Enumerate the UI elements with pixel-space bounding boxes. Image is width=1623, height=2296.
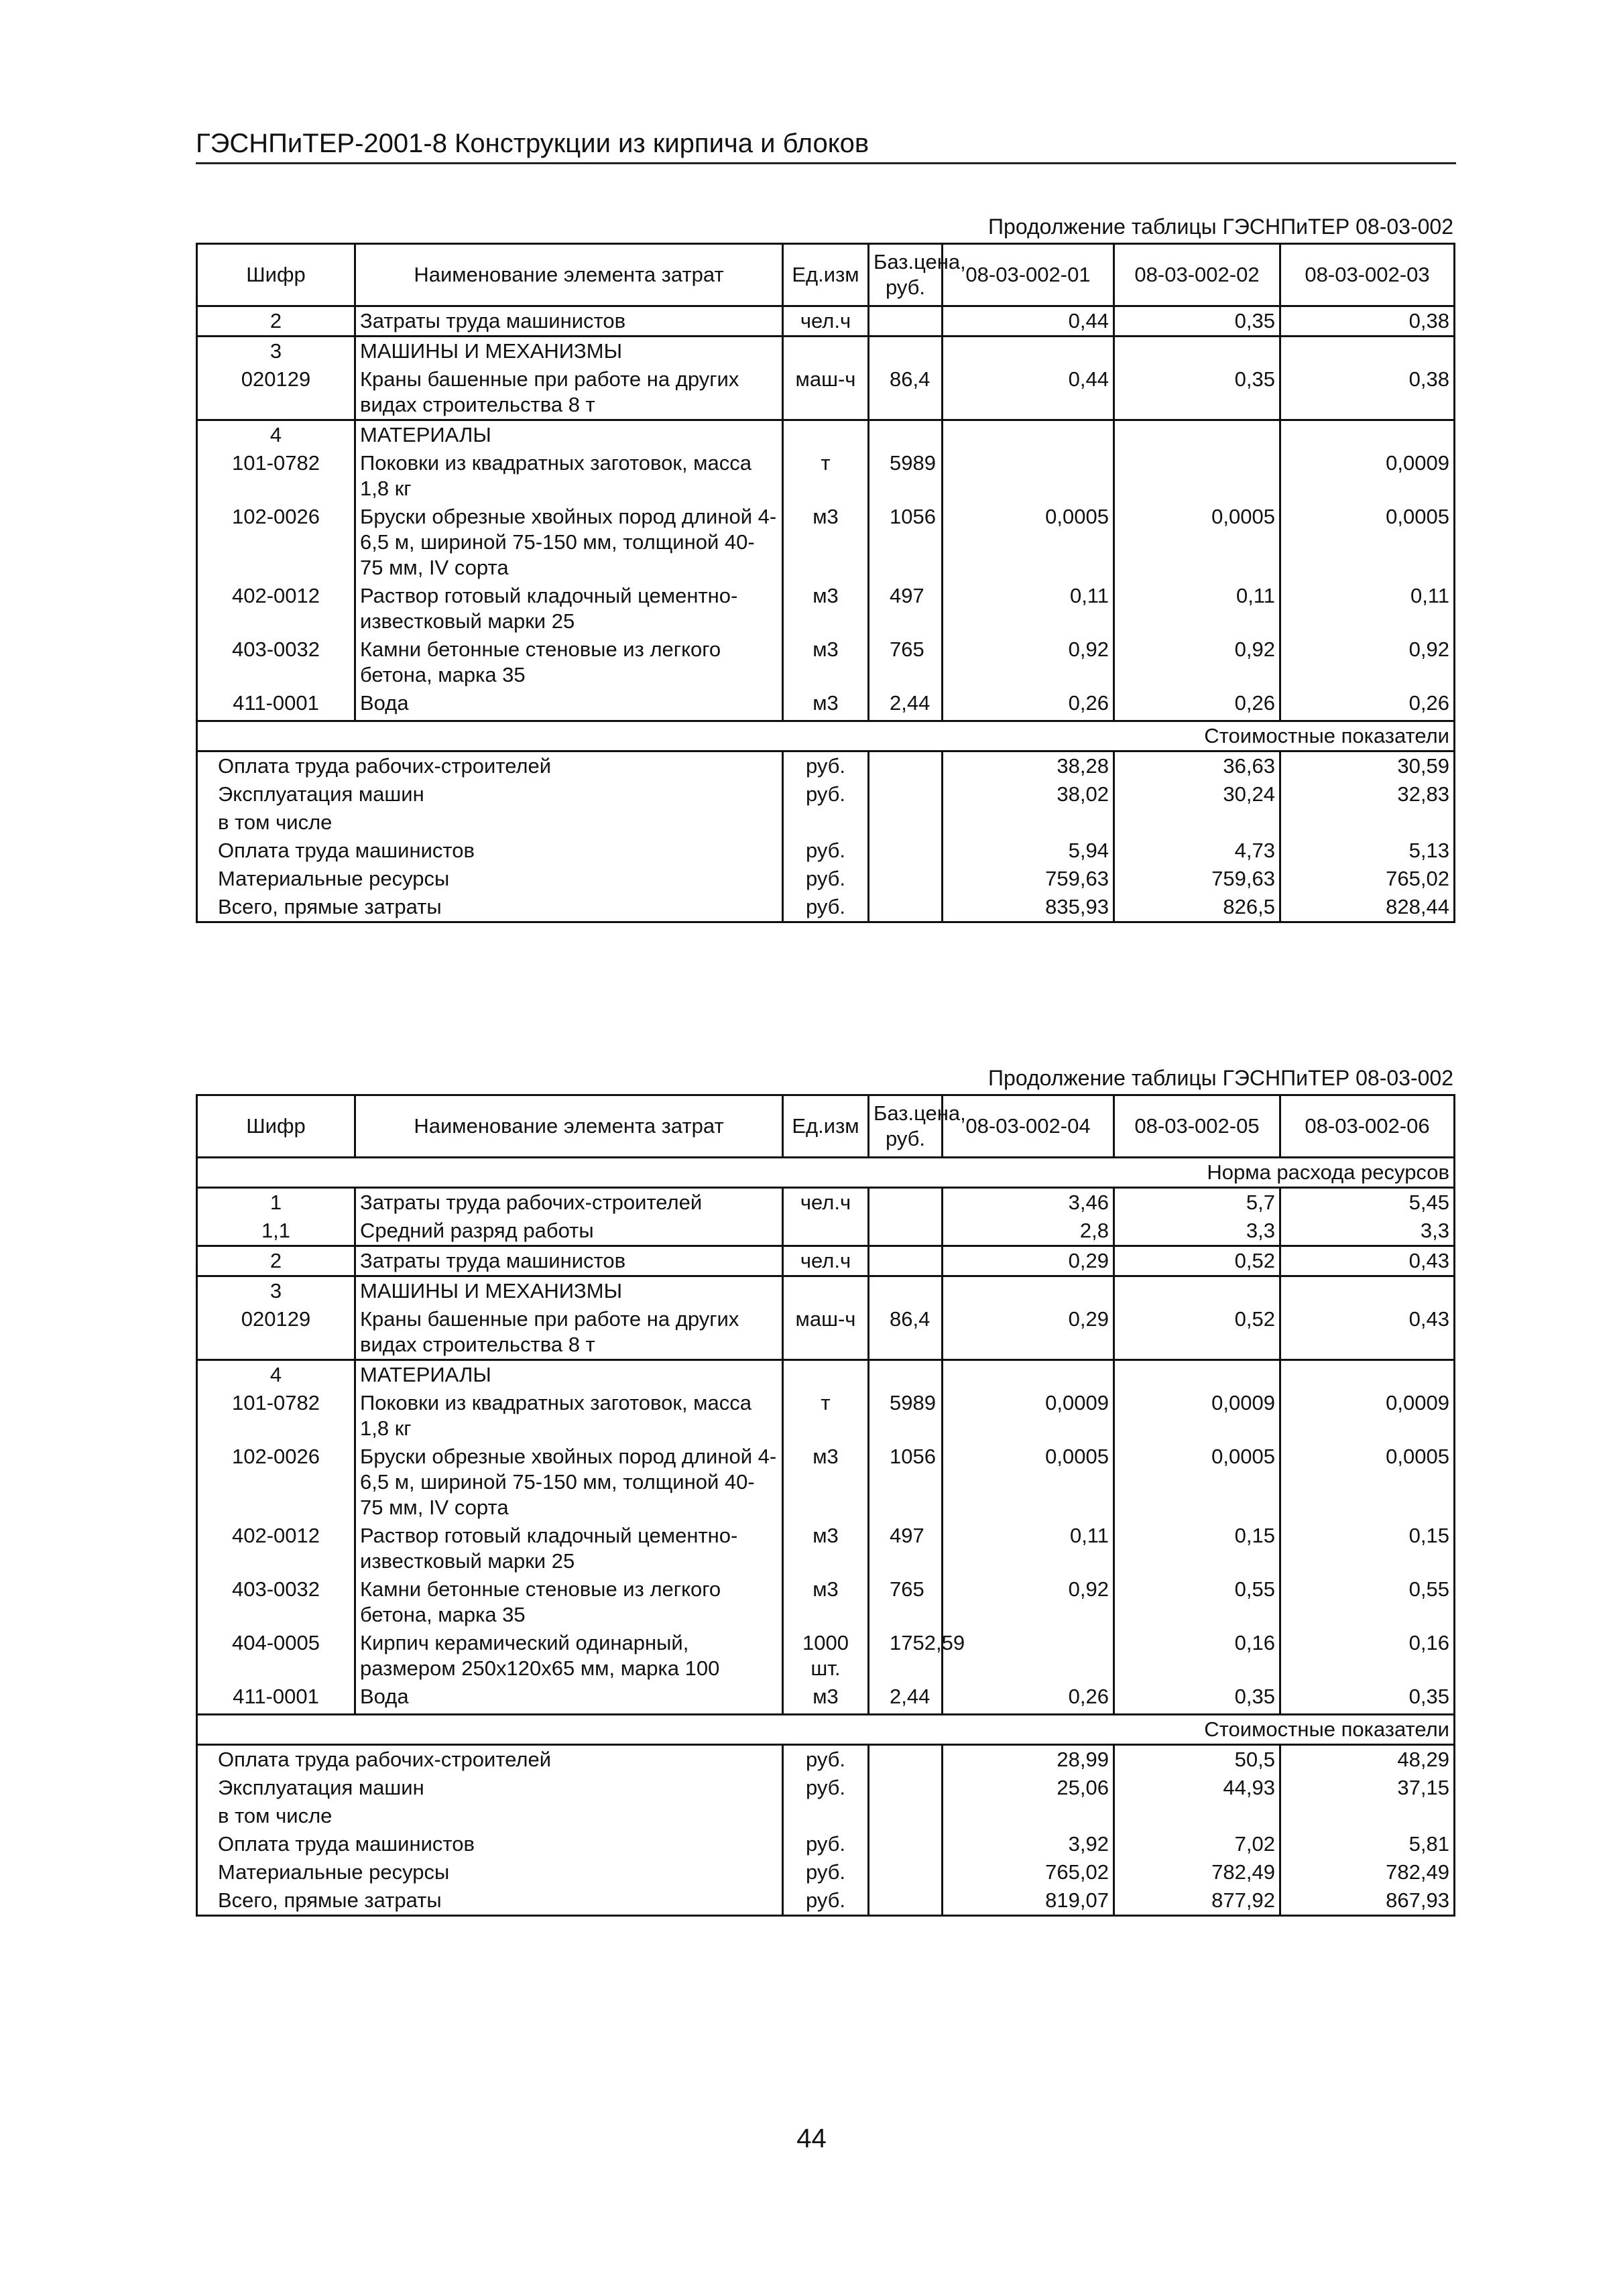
- header-code: Шифр: [197, 1095, 355, 1158]
- row-value-2: 0,26: [1114, 689, 1280, 717]
- row-value-2: [1114, 1276, 1280, 1306]
- table-row: [197, 636, 1455, 689]
- row-name: МАТЕРИАЛЫ: [355, 420, 783, 450]
- cost-unit: руб.: [783, 1745, 869, 1774]
- row-value-2: [1114, 337, 1280, 366]
- row-unit: т: [783, 1389, 869, 1443]
- row-price: 765: [869, 636, 943, 689]
- cost-band-label: Стоимостные показатели: [197, 1715, 1455, 1745]
- row-value-3: 0,0009: [1280, 449, 1455, 503]
- row-name: Поковки из квадратных заготовок, масса 1,8 кг: [355, 1389, 783, 1443]
- row-price: 765: [869, 1575, 943, 1629]
- cost-price-empty: [869, 865, 943, 893]
- row-value-3: 0,16: [1280, 1629, 1455, 1683]
- cost-unit: руб.: [783, 865, 869, 893]
- row-value-2: 0,0005: [1114, 503, 1280, 582]
- cost-value-1: 765,02: [943, 1858, 1114, 1886]
- table-row: [197, 1389, 1455, 1443]
- row-value-3: 0,35: [1280, 1683, 1455, 1711]
- row-value-3: 0,15: [1280, 1522, 1455, 1575]
- cost-value-1: 835,93: [943, 893, 1114, 922]
- row-name: Раствор готовый кладочный цементно-известковый марки 25: [355, 582, 783, 636]
- row-value-2: 0,15: [1114, 1522, 1280, 1575]
- cost-unit: руб.: [783, 780, 869, 808]
- cost-value-2: 30,24: [1114, 780, 1280, 808]
- cost-value-3: 5,13: [1280, 837, 1455, 865]
- row-name: Кирпич керамический одинарный, размером 250х120х65 мм, марка 100: [355, 1629, 783, 1683]
- table-row: [197, 1360, 1455, 1390]
- row-unit: м3: [783, 582, 869, 636]
- row-price: [869, 1188, 943, 1217]
- estimate-table-2: [196, 1094, 1455, 1917]
- row-value-3: 0,26: [1280, 689, 1455, 717]
- cost-row: [197, 1774, 1455, 1802]
- row-name: Раствор готовый кладочный цементно-известковый марки 25: [355, 1522, 783, 1575]
- table-row: [197, 1683, 1455, 1711]
- row-name: Поковки из квадратных заготовок, масса 1,8 кг: [355, 449, 783, 503]
- row-value-1: 0,92: [943, 636, 1114, 689]
- row-unit: [783, 1217, 869, 1246]
- cost-name: Всего, прямые затраты: [197, 893, 783, 922]
- norm-band-row: [197, 1158, 1455, 1188]
- row-value-2: 0,16: [1114, 1629, 1280, 1683]
- cost-value-3: 48,29: [1280, 1745, 1455, 1774]
- row-value-2: 0,52: [1114, 1246, 1280, 1276]
- row-value-1: 0,26: [943, 1683, 1114, 1711]
- row-name: Затраты труда машинистов: [355, 1246, 783, 1276]
- row-code: 403-0032: [197, 1575, 355, 1629]
- row-value-2: [1114, 420, 1280, 450]
- row-name: Камни бетонные стеновые из легкого бетона, марка 35: [355, 636, 783, 689]
- row-value-1: [943, 420, 1114, 450]
- cost-value-3: 30,59: [1280, 751, 1455, 781]
- row-unit: маш-ч: [783, 1305, 869, 1360]
- row-code: 404-0005: [197, 1629, 355, 1683]
- cost-row: [197, 808, 1455, 837]
- row-name: МАТЕРИАЛЫ: [355, 1360, 783, 1390]
- row-value-1: 2,8: [943, 1217, 1114, 1246]
- row-name: Вода: [355, 1683, 783, 1711]
- row-code: 411-0001: [197, 1683, 355, 1711]
- row-value-2: [1114, 449, 1280, 503]
- row-code: 3: [197, 1276, 355, 1306]
- cost-value-2: 44,93: [1114, 1774, 1280, 1802]
- row-price: 1752,59: [869, 1629, 943, 1683]
- cost-value-3: 828,44: [1280, 893, 1455, 922]
- cost-value-1: 38,28: [943, 751, 1114, 781]
- cost-value-2: 50,5: [1114, 1745, 1280, 1774]
- estimate-table-1: [196, 243, 1455, 923]
- row-value-2: 0,0009: [1114, 1389, 1280, 1443]
- cost-price-empty: [869, 1858, 943, 1886]
- cost-value-3: 765,02: [1280, 865, 1455, 893]
- row-price: 2,44: [869, 1683, 943, 1711]
- cost-unit: руб.: [783, 1858, 869, 1886]
- cost-name: Материальные ресурсы: [197, 865, 783, 893]
- row-code: 402-0012: [197, 582, 355, 636]
- cost-value-3: 32,83: [1280, 780, 1455, 808]
- row-code: 403-0032: [197, 636, 355, 689]
- cost-name: Материальные ресурсы: [197, 1858, 783, 1886]
- cost-value-1: 25,06: [943, 1774, 1114, 1802]
- table-header-row: [197, 244, 1455, 306]
- row-value-1: 3,46: [943, 1188, 1114, 1217]
- cost-row: [197, 1830, 1455, 1858]
- row-code: 4: [197, 1360, 355, 1390]
- row-value-1: 0,44: [943, 306, 1114, 337]
- cost-value-3: 782,49: [1280, 1858, 1455, 1886]
- cost-price-empty: [869, 837, 943, 865]
- row-value-2: 5,7: [1114, 1188, 1280, 1217]
- table-row: [197, 1575, 1455, 1629]
- table-2-continuation-label: Продолжение таблицы ГЭСНПиТЕР 08-03-002: [988, 1066, 1453, 1090]
- cost-unit: руб.: [783, 893, 869, 922]
- cost-value-1: 819,07: [943, 1886, 1114, 1916]
- header-col-1: 08-03-002-01: [943, 244, 1114, 306]
- row-value-3: [1280, 1360, 1455, 1390]
- row-unit: [783, 1360, 869, 1390]
- table-row: [197, 1246, 1455, 1276]
- row-value-3: [1280, 337, 1455, 366]
- row-code: 101-0782: [197, 1389, 355, 1443]
- row-price: [869, 337, 943, 366]
- row-value-3: 0,38: [1280, 365, 1455, 420]
- cost-row: [197, 1858, 1455, 1886]
- cost-price-empty: [869, 1886, 943, 1916]
- row-value-3: 3,3: [1280, 1217, 1455, 1246]
- cost-price-empty: [869, 1745, 943, 1774]
- table-header-row: [197, 1095, 1455, 1158]
- row-price: [869, 1217, 943, 1246]
- cost-name: Оплата труда машинистов: [197, 1830, 783, 1858]
- row-value-2: [1114, 1360, 1280, 1390]
- row-value-3: 0,38: [1280, 306, 1455, 337]
- row-value-3: 0,0005: [1280, 503, 1455, 582]
- row-code: 020129: [197, 365, 355, 420]
- cost-value-1: [943, 1802, 1114, 1830]
- table-1-continuation-label: Продолжение таблицы ГЭСНПиТЕР 08-03-002: [988, 215, 1453, 239]
- row-value-3: 0,92: [1280, 636, 1455, 689]
- cost-price-empty: [869, 1802, 943, 1830]
- header-code: Шифр: [197, 244, 355, 306]
- cost-value-2: 782,49: [1114, 1858, 1280, 1886]
- row-price: 1056: [869, 1443, 943, 1522]
- row-value-1: [943, 337, 1114, 366]
- row-price: [869, 1360, 943, 1390]
- row-value-1: 0,0005: [943, 1443, 1114, 1522]
- cost-value-2: 7,02: [1114, 1830, 1280, 1858]
- row-price: [869, 420, 943, 450]
- row-value-1: [943, 449, 1114, 503]
- cost-unit: руб.: [783, 837, 869, 865]
- row-name: Затраты труда рабочих-строителей: [355, 1188, 783, 1217]
- row-unit: [783, 1276, 869, 1306]
- row-value-3: 0,11: [1280, 582, 1455, 636]
- row-value-3: 0,43: [1280, 1305, 1455, 1360]
- cost-value-3: 37,15: [1280, 1774, 1455, 1802]
- cost-name: Оплата труда машинистов: [197, 837, 783, 865]
- table-row: [197, 306, 1455, 337]
- cost-value-2: 877,92: [1114, 1886, 1280, 1916]
- cost-unit: [783, 1802, 869, 1830]
- cost-value-2: [1114, 1802, 1280, 1830]
- header-name: Наименование элемента затрат: [355, 244, 783, 306]
- table-row: [197, 420, 1455, 450]
- cost-value-1: [943, 808, 1114, 837]
- cost-price-empty: [869, 893, 943, 922]
- table-row: [197, 1522, 1455, 1575]
- row-value-1: 0,26: [943, 689, 1114, 717]
- cost-row: [197, 780, 1455, 808]
- row-unit: 1000 шт.: [783, 1629, 869, 1683]
- row-value-3: [1280, 420, 1455, 450]
- row-code: 4: [197, 420, 355, 450]
- cost-row: [197, 1802, 1455, 1830]
- row-unit: м3: [783, 636, 869, 689]
- row-name: Краны башенные при работе на других видах строительства 8 т: [355, 1305, 783, 1360]
- row-value-3: 0,0009: [1280, 1389, 1455, 1443]
- row-price: 1056: [869, 503, 943, 582]
- cost-row: [197, 865, 1455, 893]
- row-price: 2,44: [869, 689, 943, 717]
- row-value-1: [943, 1276, 1114, 1306]
- cost-name: Оплата труда рабочих-строителей: [197, 751, 783, 781]
- row-code: 411-0001: [197, 689, 355, 717]
- cost-value-1: 28,99: [943, 1745, 1114, 1774]
- cost-name: Эксплуатация машин: [197, 780, 783, 808]
- row-value-1: 0,29: [943, 1305, 1114, 1360]
- row-price: [869, 306, 943, 337]
- row-value-1: 0,92: [943, 1575, 1114, 1629]
- row-value-2: 3,3: [1114, 1217, 1280, 1246]
- cost-unit: руб.: [783, 1886, 869, 1916]
- table-row: [197, 689, 1455, 717]
- cost-value-1: 759,63: [943, 865, 1114, 893]
- table-row: [197, 582, 1455, 636]
- cost-row: [197, 893, 1455, 922]
- cost-name: в том числе: [197, 1802, 783, 1830]
- row-unit: м3: [783, 503, 869, 582]
- row-code: 102-0026: [197, 503, 355, 582]
- row-value-2: 0,35: [1114, 365, 1280, 420]
- row-price: 497: [869, 1522, 943, 1575]
- cost-price-empty: [869, 1774, 943, 1802]
- row-value-3: [1280, 1276, 1455, 1306]
- header-col-2: 08-03-002-05: [1114, 1095, 1280, 1158]
- row-code: 3: [197, 337, 355, 366]
- row-value-1: 0,0009: [943, 1389, 1114, 1443]
- row-name: Вода: [355, 689, 783, 717]
- table-row: [197, 1217, 1455, 1246]
- page-header-title: ГЭСНПиТЕР-2001-8 Конструкции из кирпича и блоков: [196, 126, 1456, 164]
- row-price: [869, 1276, 943, 1306]
- row-value-2: 0,35: [1114, 306, 1280, 337]
- table-row: [197, 365, 1455, 420]
- cost-band-row: [197, 721, 1455, 751]
- table-row: [197, 1276, 1455, 1306]
- cost-row: [197, 751, 1455, 781]
- row-unit: м3: [783, 689, 869, 717]
- cost-value-2: 4,73: [1114, 837, 1280, 865]
- cost-value-3: 5,81: [1280, 1830, 1455, 1858]
- cost-value-2: [1114, 808, 1280, 837]
- row-code: 020129: [197, 1305, 355, 1360]
- cost-value-1: 38,02: [943, 780, 1114, 808]
- page-number: 44: [796, 2124, 827, 2153]
- row-code: 102-0026: [197, 1443, 355, 1522]
- cost-row: [197, 1745, 1455, 1774]
- row-code: 402-0012: [197, 1522, 355, 1575]
- row-value-2: 0,52: [1114, 1305, 1280, 1360]
- row-code: 1,1: [197, 1217, 355, 1246]
- row-name: Затраты труда машинистов: [355, 306, 783, 337]
- cost-row: [197, 837, 1455, 865]
- header-price: Баз.цена, руб.: [869, 1095, 943, 1158]
- cost-unit: руб.: [783, 1774, 869, 1802]
- row-value-2: 0,0005: [1114, 1443, 1280, 1522]
- row-unit: м3: [783, 1443, 869, 1522]
- row-code: 2: [197, 306, 355, 337]
- cost-value-2: 826,5: [1114, 893, 1280, 922]
- row-value-2: 0,55: [1114, 1575, 1280, 1629]
- header-name: Наименование элемента затрат: [355, 1095, 783, 1158]
- table-row: [197, 1305, 1455, 1360]
- row-unit: маш-ч: [783, 365, 869, 420]
- row-value-2: 0,11: [1114, 582, 1280, 636]
- row-value-1: 0,11: [943, 1522, 1114, 1575]
- cost-value-3: [1280, 808, 1455, 837]
- cost-row: [197, 1886, 1455, 1916]
- table-row: [197, 449, 1455, 503]
- row-price: 5989: [869, 1389, 943, 1443]
- cost-unit: руб.: [783, 1830, 869, 1858]
- row-name: Краны башенные при работе на других видах строительства 8 т: [355, 365, 783, 420]
- header-unit: Ед.изм: [783, 1095, 869, 1158]
- cost-price-empty: [869, 751, 943, 781]
- cost-name: Эксплуатация машин: [197, 1774, 783, 1802]
- row-name: Бруски обрезные хвойных пород длиной 4-6,5 м, шириной 75-150 мм, толщиной 40-75 мм, IV сорта: [355, 1443, 783, 1522]
- row-value-1: [943, 1629, 1114, 1683]
- row-value-1: 0,44: [943, 365, 1114, 420]
- row-price: 497: [869, 582, 943, 636]
- row-value-2: 0,92: [1114, 636, 1280, 689]
- cost-value-3: 867,93: [1280, 1886, 1455, 1916]
- row-unit: м3: [783, 1575, 869, 1629]
- row-value-3: 0,43: [1280, 1246, 1455, 1276]
- row-code: 101-0782: [197, 449, 355, 503]
- row-unit: м3: [783, 1683, 869, 1711]
- row-price: [869, 1246, 943, 1276]
- table-row: [197, 1443, 1455, 1522]
- row-code: 1: [197, 1188, 355, 1217]
- cost-band-row: [197, 1715, 1455, 1745]
- row-value-2: 0,35: [1114, 1683, 1280, 1711]
- cost-name: в том числе: [197, 808, 783, 837]
- row-unit: чел.ч: [783, 1246, 869, 1276]
- row-unit: м3: [783, 1522, 869, 1575]
- cost-band-label: Стоимостные показатели: [197, 721, 1455, 751]
- row-value-1: 0,11: [943, 582, 1114, 636]
- header-col-1: 08-03-002-04: [943, 1095, 1114, 1158]
- norm-band-label: Норма расхода ресурсов: [197, 1158, 1455, 1188]
- row-name: МАШИНЫ И МЕХАНИЗМЫ: [355, 337, 783, 366]
- cost-unit: руб.: [783, 751, 869, 781]
- cost-value-1: 5,94: [943, 837, 1114, 865]
- cost-value-2: 759,63: [1114, 865, 1280, 893]
- row-name: Камни бетонные стеновые из легкого бетона, марка 35: [355, 1575, 783, 1629]
- table-row: [197, 503, 1455, 582]
- row-unit: чел.ч: [783, 1188, 869, 1217]
- row-value-3: 5,45: [1280, 1188, 1455, 1217]
- header-col-3: 08-03-002-03: [1280, 244, 1455, 306]
- row-unit: т: [783, 449, 869, 503]
- row-unit: чел.ч: [783, 306, 869, 337]
- header-price: Баз.цена, руб.: [869, 244, 943, 306]
- row-value-1: [943, 1360, 1114, 1390]
- row-price: 5989: [869, 449, 943, 503]
- row-name: Средний разряд работы: [355, 1217, 783, 1246]
- row-price: 86,4: [869, 365, 943, 420]
- row-code: 2: [197, 1246, 355, 1276]
- cost-unit: [783, 808, 869, 837]
- row-value-1: 0,29: [943, 1246, 1114, 1276]
- row-unit: [783, 337, 869, 366]
- header-col-3: 08-03-002-06: [1280, 1095, 1455, 1158]
- cost-value-1: 3,92: [943, 1830, 1114, 1858]
- row-value-3: 0,0005: [1280, 1443, 1455, 1522]
- row-value-1: 0,0005: [943, 503, 1114, 582]
- row-name: МАШИНЫ И МЕХАНИЗМЫ: [355, 1276, 783, 1306]
- cost-price-empty: [869, 780, 943, 808]
- table-row: [197, 1188, 1455, 1217]
- table-row: [197, 337, 1455, 366]
- cost-value-2: 36,63: [1114, 751, 1280, 781]
- row-value-3: 0,55: [1280, 1575, 1455, 1629]
- header-unit: Ед.изм: [783, 244, 869, 306]
- cost-value-3: [1280, 1802, 1455, 1830]
- cost-price-empty: [869, 1830, 943, 1858]
- header-col-2: 08-03-002-02: [1114, 244, 1280, 306]
- cost-name: Всего, прямые затраты: [197, 1886, 783, 1916]
- table-row: [197, 1629, 1455, 1683]
- row-name: Бруски обрезные хвойных пород длиной 4-6,5 м, шириной 75-150 мм, толщиной 40-75 мм, IV сорта: [355, 503, 783, 582]
- cost-name: Оплата труда рабочих-строителей: [197, 1745, 783, 1774]
- row-price: 86,4: [869, 1305, 943, 1360]
- row-unit: [783, 420, 869, 450]
- cost-price-empty: [869, 808, 943, 837]
